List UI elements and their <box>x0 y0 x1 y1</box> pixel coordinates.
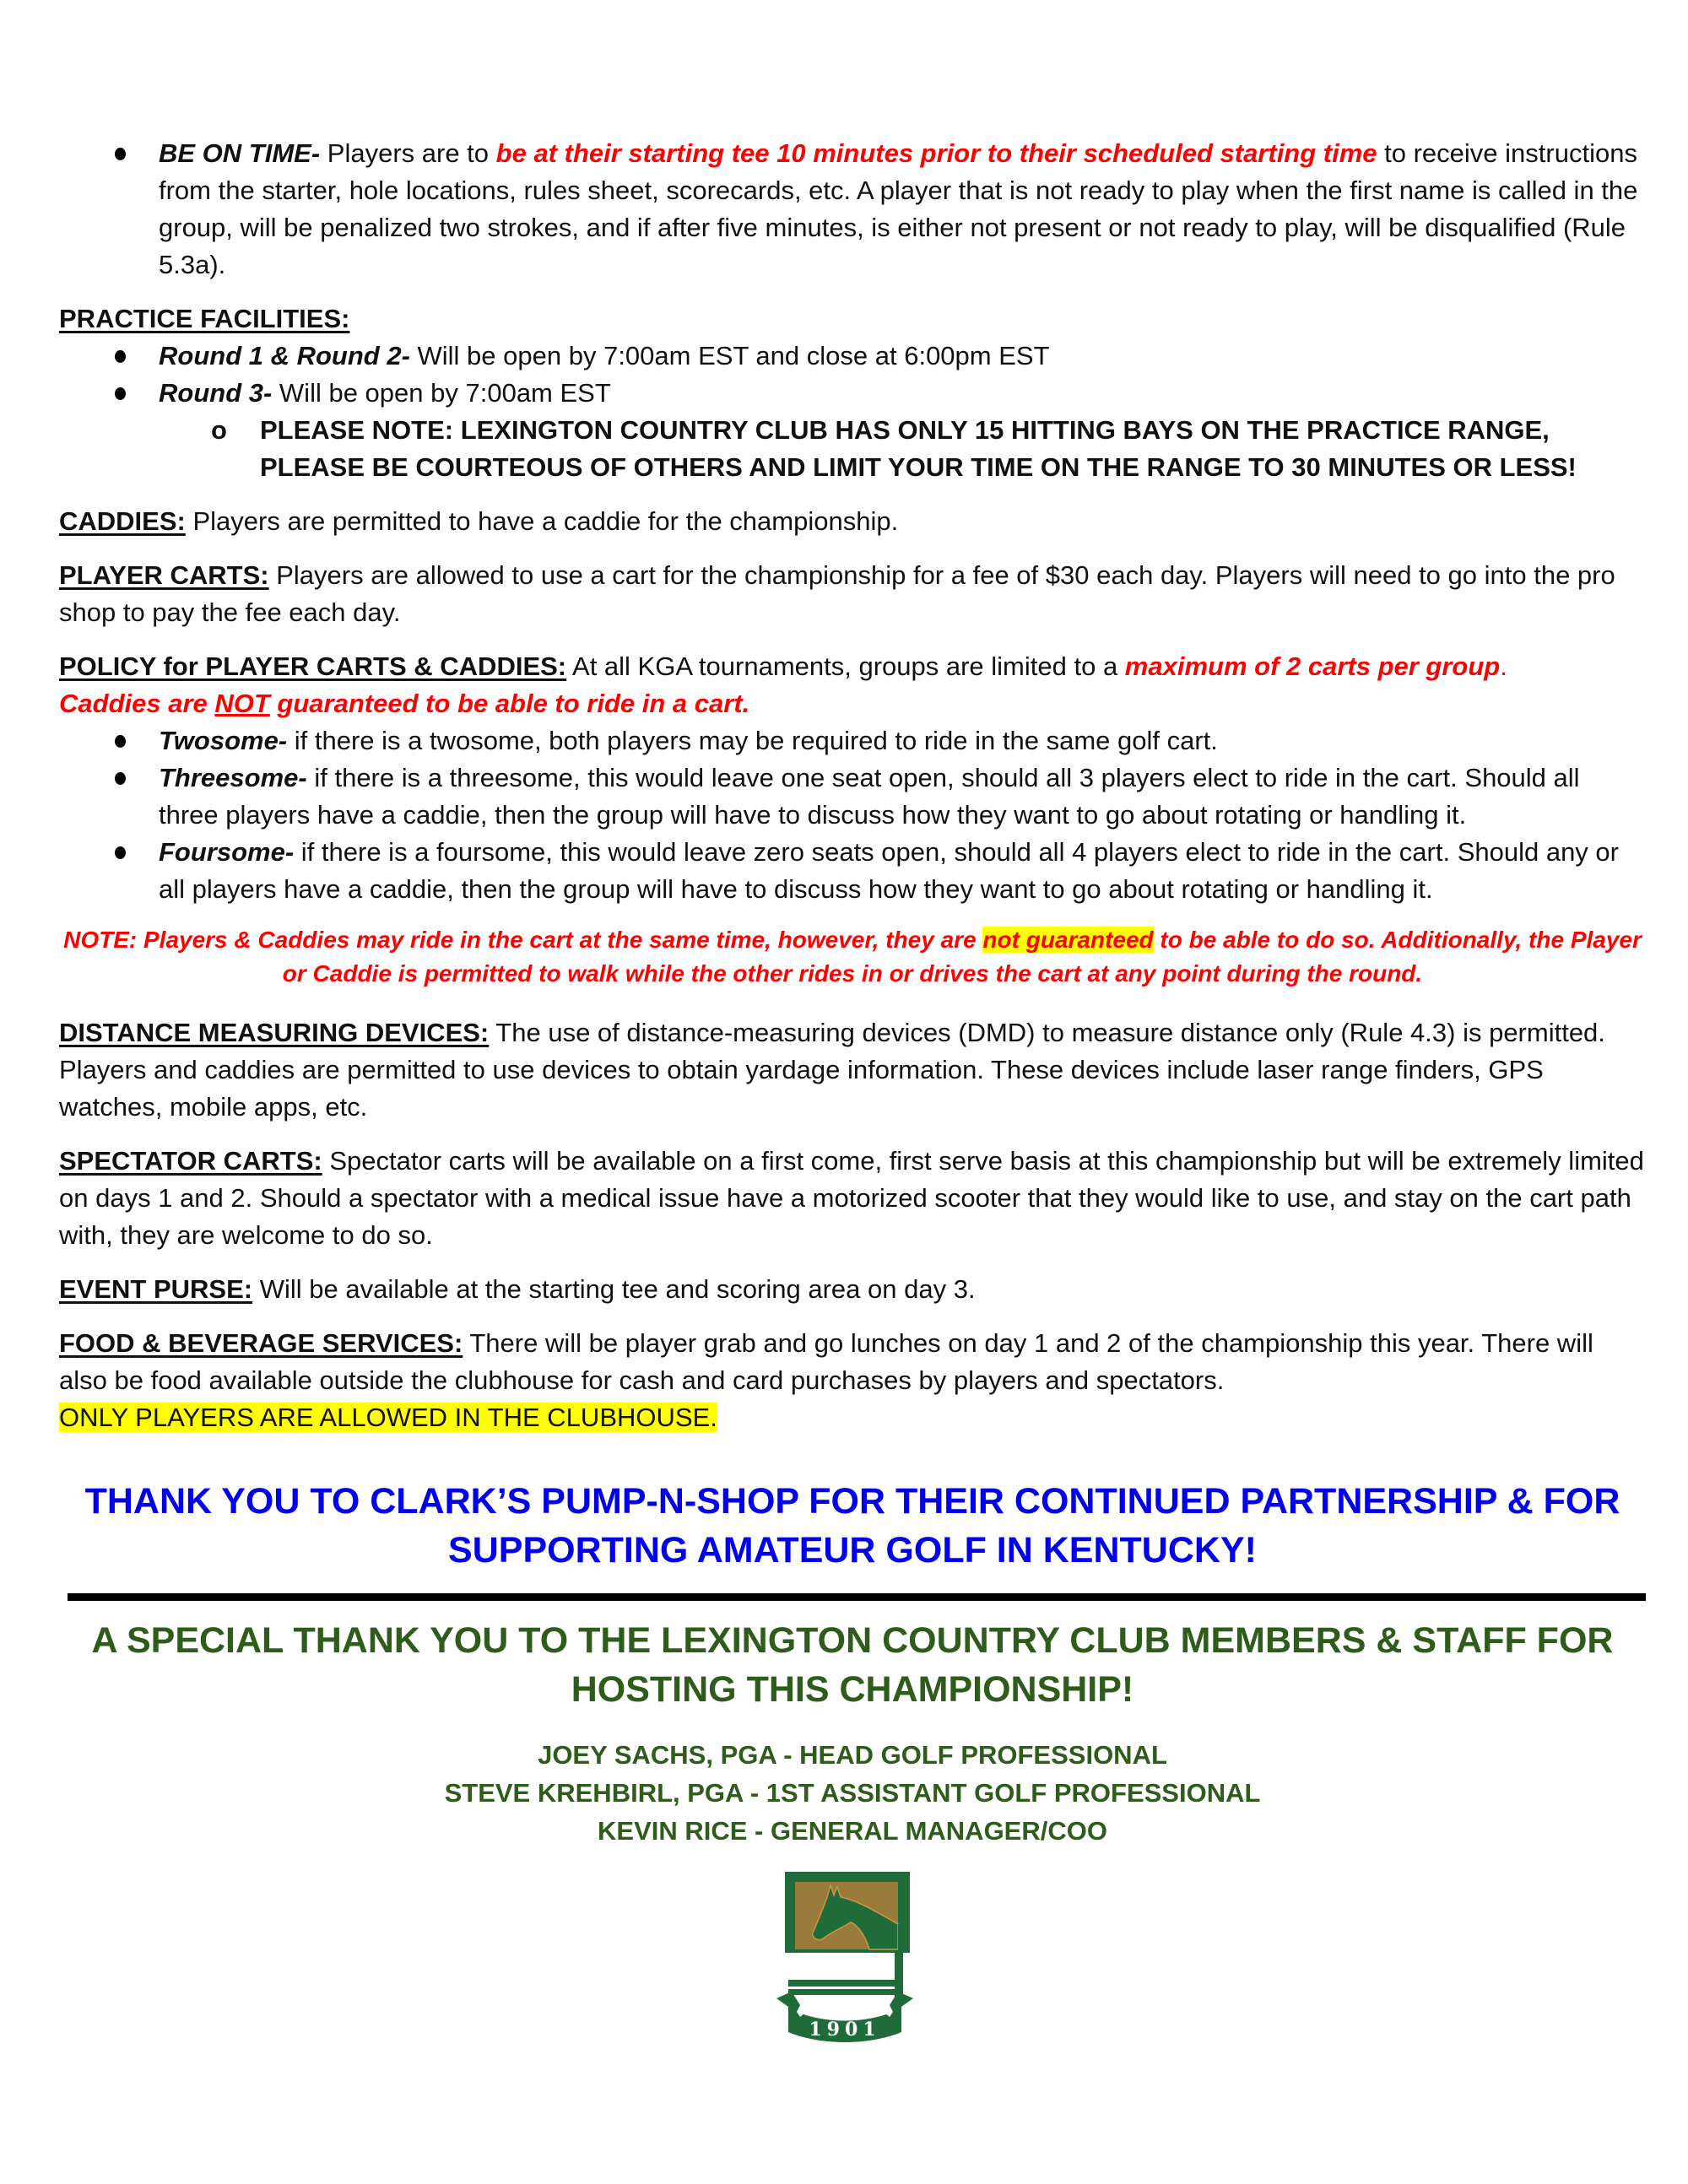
policy-list <box>59 722 1646 908</box>
clubhouse-notice: ONLY PLAYERS ARE ALLOWED IN THE CLUBHOUSE. <box>59 1403 717 1432</box>
practice-item-label: Round 1 & Round 2- <box>159 341 410 370</box>
player-carts-heading: PLAYER CARTS: <box>59 560 269 590</box>
caddies-section <box>59 503 1646 540</box>
be-on-time-label: BE ON TIME- <box>159 138 321 168</box>
caddie-line-not: NOT <box>214 689 270 718</box>
caddie-line-b: guaranteed to be able to ride in a cart. <box>269 689 750 718</box>
bullet-icon <box>115 350 126 363</box>
practice-item-text: Will be open by 7:00am EST and close at 6:00pm EST <box>409 341 1050 370</box>
spectator-carts-section <box>59 1143 1646 1254</box>
event-purse-text: Will be available at the starting tee and scoring area on day 3. <box>252 1274 976 1304</box>
dmd-text: The use of distance-measuring devices (DMD) to measure distance only (Rule 4.3) is permitted. Players and caddies are permitted to use devices to obtain yardage information. These devices include laser range finders, GPS watches, mobile apps, etc. <box>59 1018 1605 1122</box>
practice-item <box>59 375 1646 412</box>
bullet-icon <box>115 387 126 400</box>
be-on-time-emphasis: be at their starting tee 10 minutes prior to their scheduled starting time <box>495 138 1377 168</box>
practice-sub-list <box>59 412 1646 486</box>
dmd-heading: DISTANCE MEASURING DEVICES: <box>59 1018 490 1047</box>
cart-note-highlight: not guaranteed <box>982 927 1154 953</box>
cart-note <box>59 923 1646 991</box>
sponsor-thanks: THANK YOU TO CLARK’S PUMP-N-SHOP FOR THEIR CONTINUED PARTNERSHIP & FOR SUPPORTING AMATEUR GOLF IN KENTUCKY! <box>84 1481 1620 1570</box>
player-carts-section <box>59 557 1646 631</box>
practice-section <box>59 300 1646 338</box>
policy-item-label: Foursome- <box>159 837 295 867</box>
spectator-carts-text: Spectator carts will be available on a first come, first serve basis at this championship but will be extremely limited on days 1 and 2. Should a spectator with a medical issue have a motorized scooter that they would like to use, and stay on the cart path with, they are welcome to do so. <box>59 1146 1644 1250</box>
bullet-icon <box>115 772 126 785</box>
caddie-line-a: Caddies are <box>59 689 215 718</box>
policy-section <box>59 648 1646 722</box>
practice-item-text: Will be open by 7:00am EST <box>272 378 611 408</box>
policy-item <box>59 760 1646 834</box>
caddies-text: Players are permitted to have a caddie for the championship. <box>185 506 899 536</box>
event-purse-section <box>59 1271 1646 1308</box>
player-carts-text: Players are allowed to use a cart for the championship for a fee of $30 each day. Players will need to go into the pro shop to pay the fee each day. <box>59 560 1615 627</box>
divider <box>68 1593 1646 1601</box>
practice-list <box>59 338 1646 412</box>
dmd-section <box>59 1014 1646 1126</box>
sub-bullet-icon: o <box>211 415 227 445</box>
cart-note-before: NOTE: Players & Caddies may ride in the cart at the same time, however, they are <box>63 927 983 953</box>
policy-heading: POLICY for PLAYER CARTS & CADDIES: <box>59 651 567 681</box>
practice-item-label: Round 3- <box>159 378 273 408</box>
practice-range-note-text: PLEASE NOTE: LEXINGTON COUNTRY CLUB HAS ONLY 15 HITTING BAYS ON THE PRACTICE RANGE, PLEASE BE COURTEOUS OF OTHERS AND LIMIT YOUR TIME ON THE RANGE TO 30 MINUTES OR LESS! <box>260 415 1577 482</box>
bullet-icon <box>115 148 126 160</box>
staff-member: STEVE KREHBIRL, PGA - 1ST ASSISTANT GOLF PROFESSIONAL <box>444 1778 1261 1808</box>
be-on-time-list <box>59 135 1646 284</box>
cart-note-after: to be able to do so. Additionally, the Player or Caddie is permitted to walk while the other rides in or drives the cart at any point during the round. <box>282 927 1642 987</box>
practice-item <box>59 338 1646 375</box>
policy-item-label: Threesome- <box>159 763 307 792</box>
event-purse-heading: EVENT PURSE: <box>59 1274 253 1304</box>
staff-list <box>59 1736 1646 1850</box>
horse-head-crest-icon <box>775 1872 915 2046</box>
policy-item-label: Twosome- <box>159 726 288 755</box>
be-on-time-text-before: Players are to <box>320 138 496 168</box>
policy-item-text: if there is a threesome, this would leave one seat open, should all 3 players elect to ride in the cart. Should all three players have a caddie, then the group will have to discuss how they want to go about rotating or handling it. <box>159 763 1580 830</box>
caddies-heading: CADDIES: <box>59 506 186 536</box>
host-thanks: A SPECIAL THANK YOU TO THE LEXINGTON COUNTRY CLUB MEMBERS & STAFF FOR HOSTING THIS CHAMPIONSHIP! <box>91 1620 1614 1710</box>
policy-item-text: if there is a twosome, both players may be required to ride in the same golf cart. <box>287 726 1218 755</box>
spectator-carts-heading: SPECTATOR CARTS: <box>59 1146 322 1176</box>
staff-member: KEVIN RICE - GENERAL MANAGER/COO <box>598 1816 1107 1846</box>
be-on-time-item <box>59 135 1646 284</box>
policy-item <box>59 722 1646 760</box>
logo-year: 1901 <box>809 2019 881 2041</box>
bullet-icon <box>115 846 126 859</box>
policy-period: . <box>1500 651 1507 681</box>
practice-heading: PRACTICE FACILITIES: <box>59 304 350 333</box>
staff-member: JOEY SACHS, PGA - HEAD GOLF PROFESSIONAL <box>538 1740 1167 1770</box>
policy-text: At all KGA tournaments, groups are limited to a <box>566 651 1125 681</box>
club-logo <box>775 1872 915 2046</box>
be-on-time-text-after: to receive instructions from the starter, hole locations, rules sheet, scorecards, etc. A player that is not ready to play when the first name is called in the group, will be penalized two strokes, and if after five minutes, is either not present or not ready to play, will be disqualified (Rule 5.3a). <box>159 138 1638 279</box>
food-section <box>59 1325 1646 1436</box>
policy-item-text: if there is a foursome, this would leave zero seats open, should all 4 players elect to ride in the cart. Should any or all players have a caddie, then the group will have to discuss how they want to go about rotating or handling it. <box>159 837 1619 904</box>
bullet-icon <box>115 735 126 748</box>
food-text: There will be player grab and go lunches on day 1 and 2 of the championship this year. There will also be food available outside the clubhouse for cash and card purchases by players and spectators. <box>59 1328 1593 1395</box>
document-page <box>59 135 1646 1850</box>
practice-range-note <box>59 412 1646 486</box>
food-heading: FOOD & BEVERAGE SERVICES: <box>59 1328 463 1358</box>
policy-emphasis: maximum of 2 carts per group <box>1124 651 1501 681</box>
policy-item <box>59 834 1646 908</box>
